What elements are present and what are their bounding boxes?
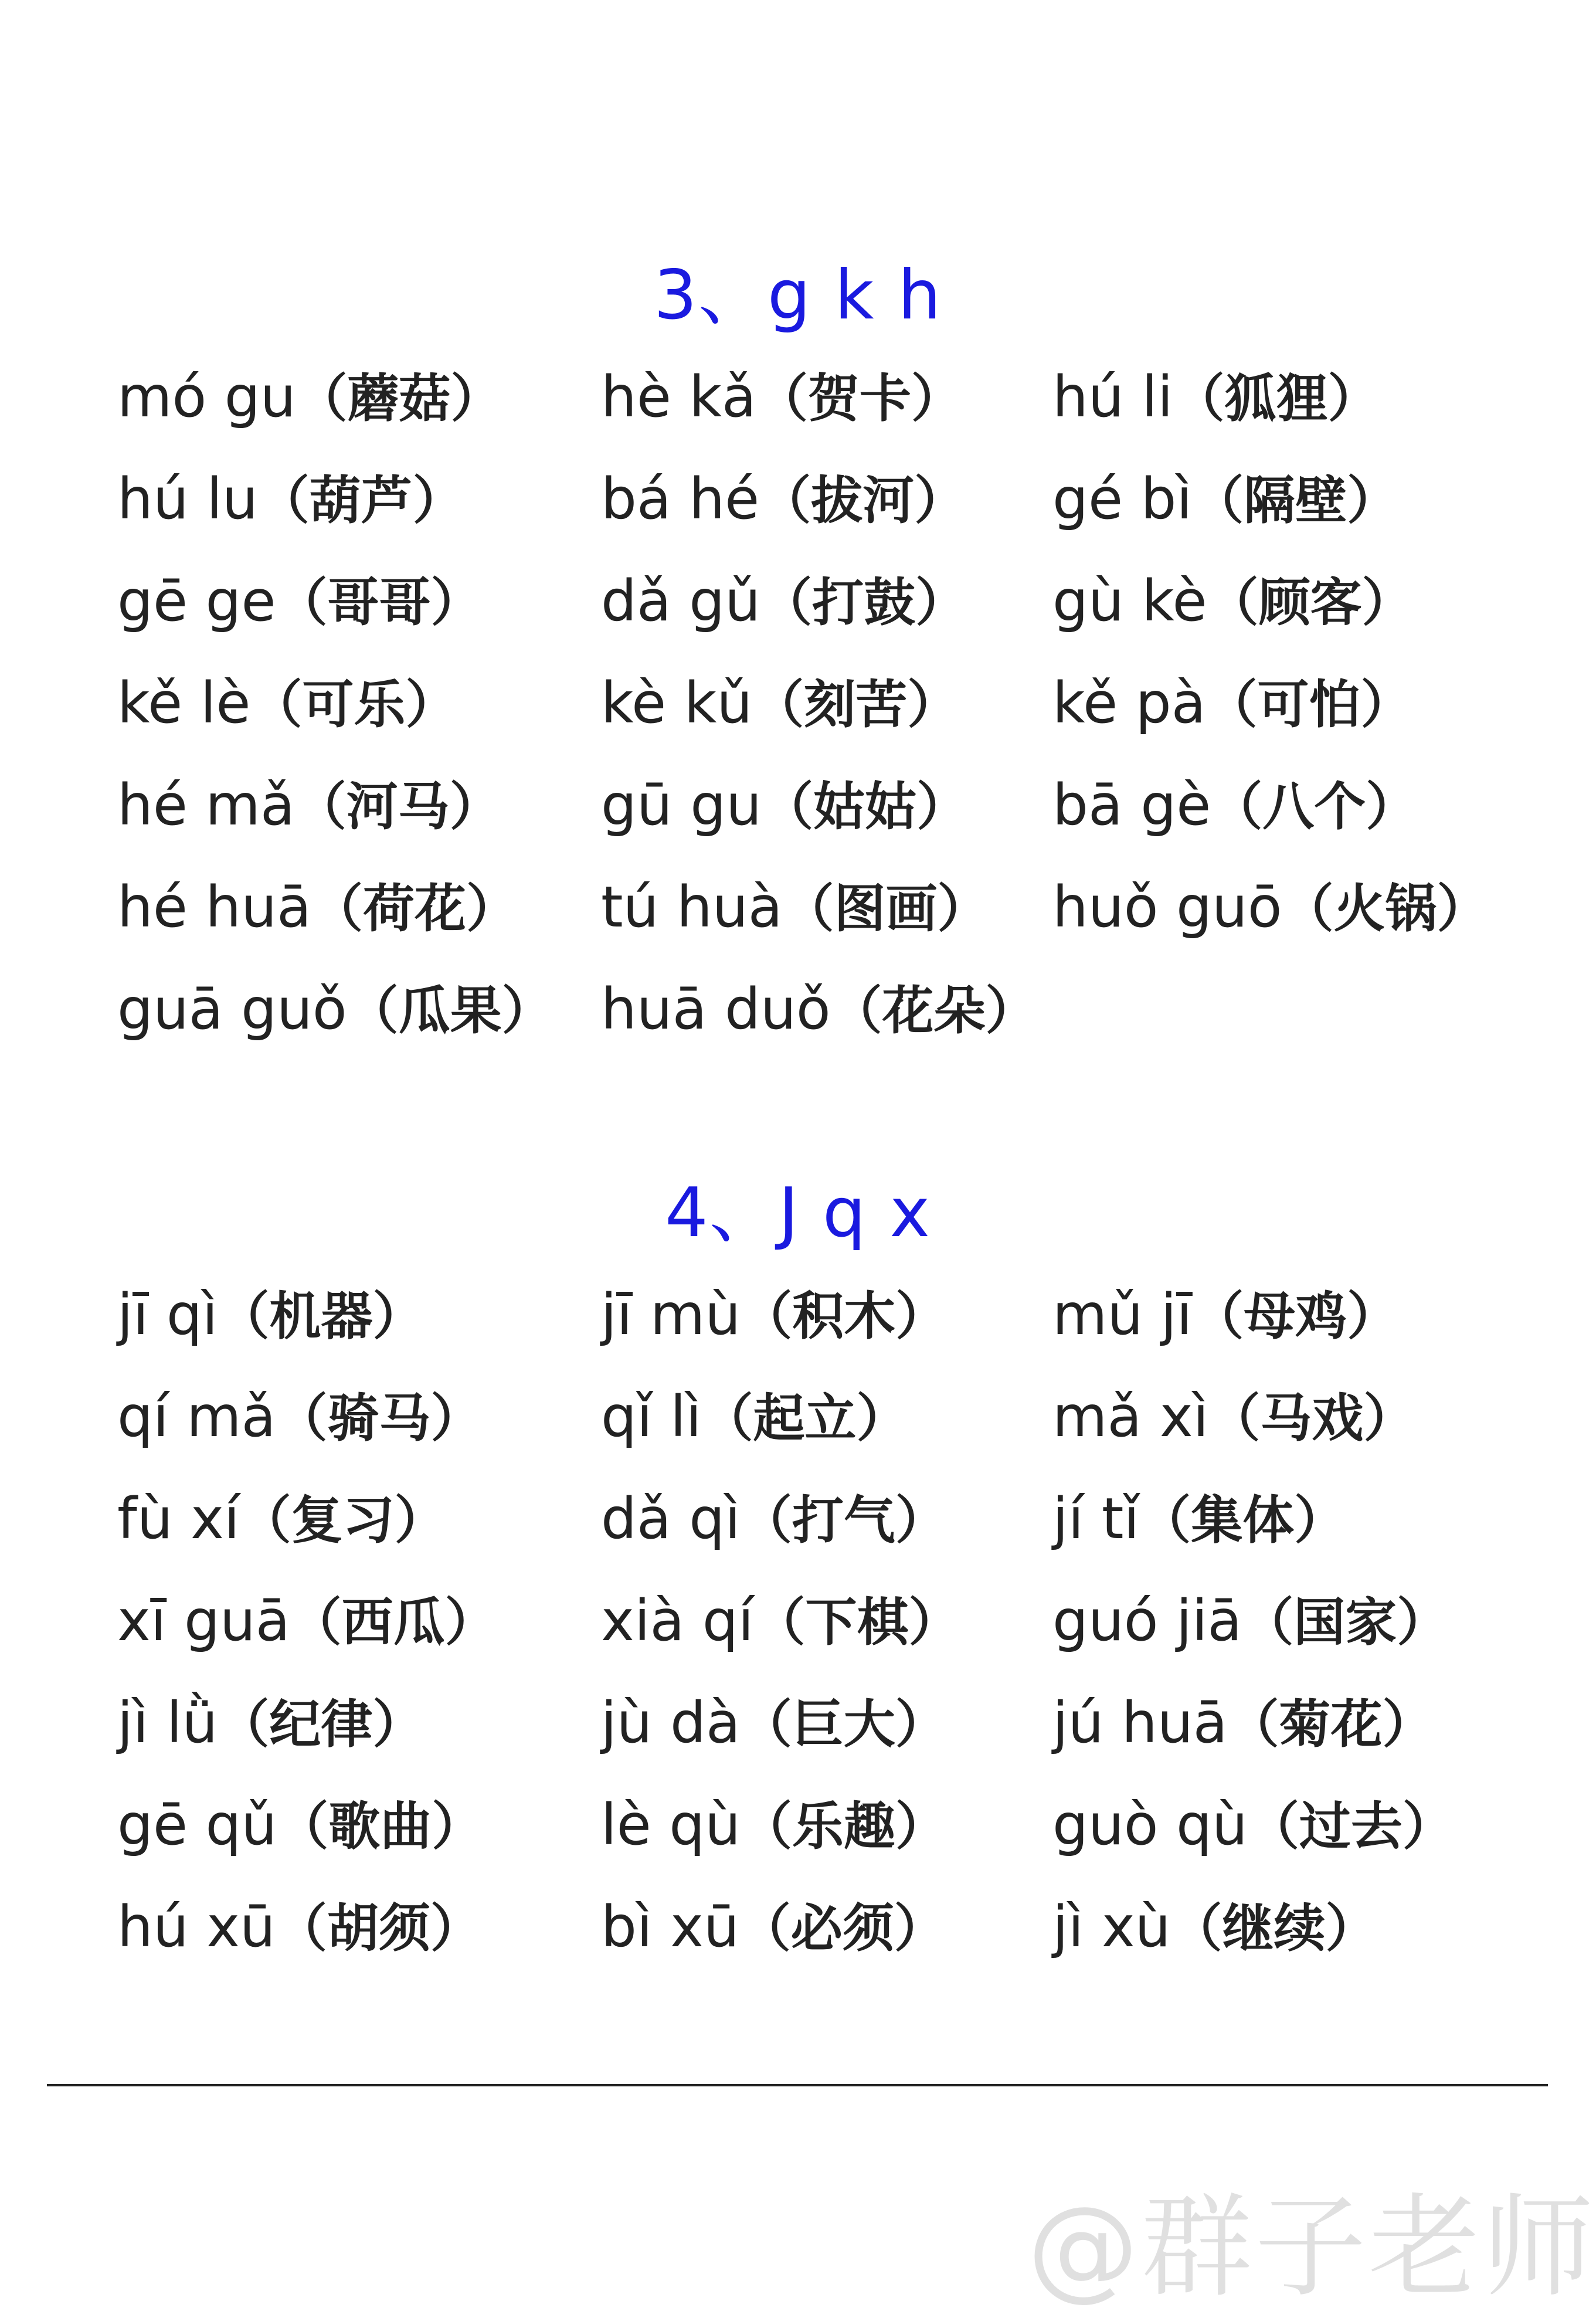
pinyin: jī mù — [601, 1282, 741, 1348]
horizontal-divider — [47, 2084, 1548, 2086]
vocab-item — [601, 1570, 1052, 1672]
pinyin: xī guā — [117, 1588, 290, 1654]
vocab-item — [601, 1366, 1052, 1468]
vocab-item — [601, 346, 1052, 448]
hanzi: （歌曲） — [277, 1796, 484, 1857]
hanzi: （机器） — [218, 1286, 425, 1346]
pinyin: bá hé — [601, 466, 760, 532]
vocab-item — [601, 1672, 1052, 1774]
vocab-item — [117, 346, 601, 448]
hanzi: （贺卡） — [756, 368, 963, 429]
hanzi: （八个） — [1211, 776, 1418, 837]
vocab-grid-gkh — [117, 346, 1536, 1060]
hanzi: （哥哥） — [276, 572, 483, 633]
pinyin: jí tǐ — [1052, 1486, 1140, 1552]
pinyin: guó jiā — [1052, 1588, 1242, 1654]
hanzi: （西瓜） — [290, 1592, 497, 1652]
pinyin: jì xù — [1052, 1894, 1171, 1960]
hanzi: （马戏） — [1208, 1388, 1415, 1448]
pinyin: lè qù — [601, 1792, 741, 1858]
hanzi: （国家） — [1242, 1592, 1449, 1652]
vocab-item — [117, 1876, 601, 1978]
vocab-item — [1052, 856, 1536, 958]
pinyin: qǐ lì — [601, 1384, 702, 1450]
pinyin: gū gu — [601, 772, 762, 838]
pinyin: mǎ xì — [1052, 1384, 1209, 1450]
hanzi: （胡须） — [275, 1898, 482, 1959]
vocab-item — [1052, 448, 1536, 550]
vocab-item — [601, 448, 1052, 550]
hanzi: （葫芦） — [257, 470, 464, 531]
vocab-item — [601, 1468, 1052, 1570]
vocab-item — [117, 1570, 601, 1672]
vocab-item — [1052, 346, 1536, 448]
hanzi: （隔壁） — [1192, 470, 1399, 531]
hanzi: （继续） — [1170, 1898, 1377, 1959]
hanzi: （图画） — [782, 878, 989, 939]
pinyin: mó gu — [117, 364, 296, 430]
vocab-item — [1052, 1774, 1536, 1876]
section-title-gkh: 3、g k h — [654, 256, 942, 335]
hanzi: （乐趣） — [741, 1796, 948, 1857]
hanzi: （刻苦） — [752, 674, 959, 735]
vocab-item — [601, 856, 1052, 958]
pinyin: hú lu — [117, 466, 258, 532]
hanzi: （菊花） — [1227, 1694, 1434, 1754]
hanzi: （纪律） — [218, 1694, 425, 1754]
vocab-item — [117, 652, 601, 754]
vocab-item — [1052, 1468, 1536, 1570]
pinyin: gé bì — [1052, 466, 1193, 532]
hanzi: （起立） — [701, 1388, 908, 1448]
hanzi: （母鸡） — [1192, 1286, 1399, 1346]
vocab-item — [601, 652, 1052, 754]
vocab-item — [117, 1366, 601, 1468]
vocab-item — [1052, 550, 1536, 652]
hanzi: （拔河） — [759, 470, 966, 531]
vocab-item — [117, 550, 601, 652]
vocab-item — [1052, 754, 1536, 856]
pinyin: fù xí — [117, 1486, 240, 1552]
hanzi: （打气） — [740, 1490, 947, 1550]
pinyin: kě pà — [1052, 670, 1206, 736]
pinyin: hú li — [1052, 364, 1173, 430]
hanzi: （可怕） — [1206, 674, 1412, 735]
pinyin: kě lè — [117, 670, 251, 736]
vocab-item — [1052, 652, 1536, 754]
pinyin: guò qù — [1052, 1792, 1248, 1858]
hanzi: （可乐） — [250, 674, 457, 735]
hanzi: （姑姑） — [762, 776, 969, 837]
hanzi: （集体） — [1139, 1490, 1346, 1550]
hanzi: （狐狸） — [1173, 368, 1380, 429]
hanzi: （骑马） — [276, 1388, 483, 1448]
vocab-item — [117, 1774, 601, 1876]
vocab-item — [601, 1264, 1052, 1366]
pinyin: huǒ guō — [1052, 874, 1282, 940]
hanzi: （瓜果） — [347, 980, 553, 1041]
vocab-item — [117, 754, 601, 856]
pinyin: tú huà — [601, 874, 783, 940]
vocab-item — [117, 1672, 601, 1774]
vocab-item — [117, 856, 601, 958]
pinyin: bā gè — [1052, 772, 1211, 838]
vocab-grid-jqx — [117, 1264, 1536, 1978]
hanzi: （荷花） — [311, 878, 518, 939]
hanzi: （花朵） — [830, 980, 1037, 1041]
pinyin: bì xū — [601, 1894, 739, 1960]
vocab-item — [1052, 1570, 1536, 1672]
watermark: @群子老师 — [1027, 2183, 1596, 2312]
hanzi: （蘑菇） — [296, 368, 502, 429]
vocab-item — [117, 1468, 601, 1570]
vocab-item — [117, 958, 601, 1060]
vocab-item — [601, 958, 1052, 1060]
hanzi: （河马） — [294, 776, 501, 837]
vocab-item — [117, 448, 601, 550]
pinyin: jú huā — [1052, 1690, 1228, 1756]
hanzi: （打鼓） — [760, 572, 967, 633]
pinyin: dǎ gǔ — [601, 568, 761, 634]
pinyin: huā duǒ — [601, 976, 831, 1042]
vocab-item — [601, 754, 1052, 856]
pinyin: hé mǎ — [117, 772, 295, 838]
vocab-item — [601, 1876, 1052, 1978]
pinyin: jì lǜ — [117, 1690, 218, 1756]
pinyin: qí mǎ — [117, 1384, 276, 1450]
pinyin: jù dà — [601, 1690, 741, 1756]
pinyin: kè kǔ — [601, 670, 753, 736]
hanzi: （必须） — [739, 1898, 946, 1959]
pinyin: guā guǒ — [117, 976, 347, 1042]
pinyin: gù kè — [1052, 568, 1207, 634]
vocab-item — [1052, 1876, 1536, 1978]
pinyin: hú xū — [117, 1894, 276, 1960]
pinyin: hè kǎ — [601, 364, 756, 430]
pinyin: dǎ qì — [601, 1486, 741, 1552]
section-title-jqx: 4、J q x — [664, 1173, 932, 1253]
pinyin: gē qǔ — [117, 1792, 277, 1858]
vocab-item — [601, 550, 1052, 652]
vocab-item — [117, 1264, 601, 1366]
hanzi: （复习） — [239, 1490, 446, 1550]
hanzi: （下棋） — [753, 1592, 960, 1652]
vocab-item — [1052, 1264, 1536, 1366]
hanzi: （巨大） — [740, 1694, 947, 1754]
vocab-item — [601, 1774, 1052, 1876]
vocab-item — [1052, 1366, 1536, 1468]
hanzi: （火锅） — [1282, 878, 1489, 939]
hanzi: （过去） — [1247, 1796, 1454, 1857]
vocab-item — [1052, 1672, 1536, 1774]
hanzi: （积木） — [741, 1286, 948, 1346]
pinyin: xià qí — [601, 1588, 754, 1654]
hanzi: （顾客） — [1207, 572, 1414, 633]
pinyin: gē ge — [117, 568, 276, 634]
pinyin: jī qì — [117, 1282, 218, 1348]
pinyin: mǔ jī — [1052, 1282, 1193, 1348]
pinyin: hé huā — [117, 874, 311, 940]
